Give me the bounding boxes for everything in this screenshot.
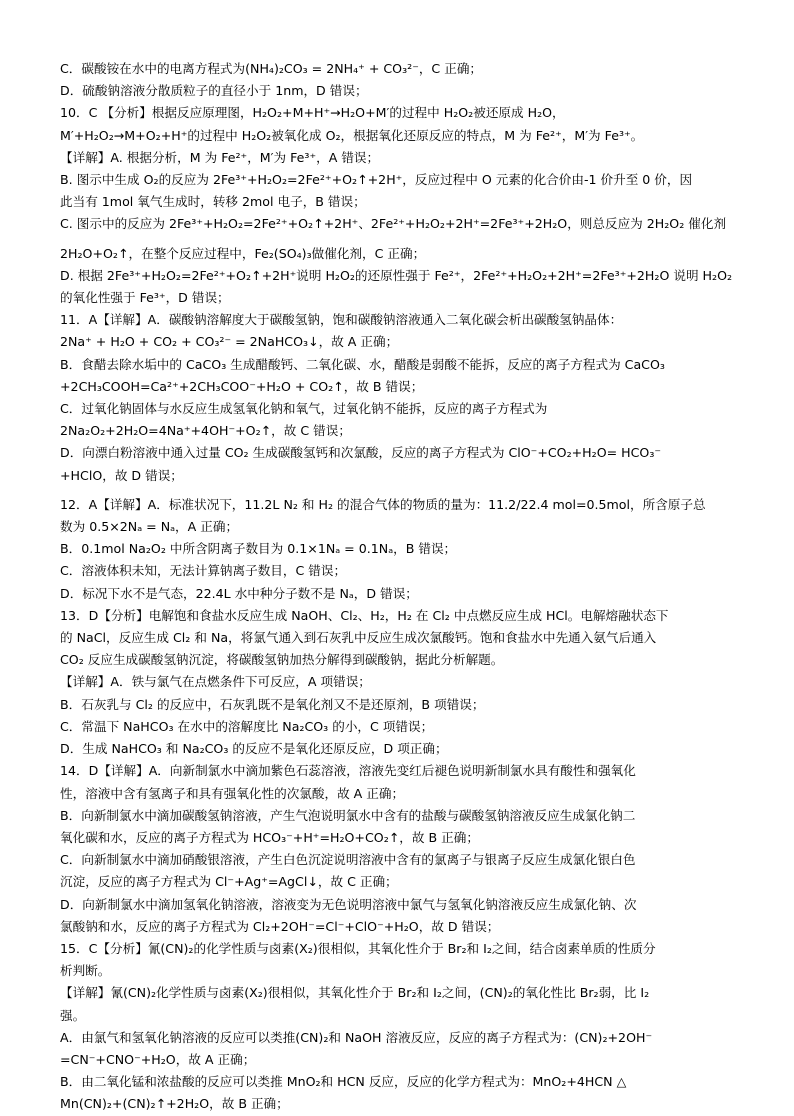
text-line: 沉淀，反应的离子方程式为 Cl⁻+Ag⁺=AgCl↓，故 C 正确；	[60, 874, 398, 890]
text-line: D．标况下水不是气态，22.4L 水中种分子数不是 Nₐ，D 错误；	[60, 585, 418, 601]
text-line: CO₂ 反应生成碳酸氢钠沉淀，将碳酸氢钠加热分解得到碳酸钠，据此分析解题。	[60, 652, 504, 668]
text-line: 的氧化性强于 Fe³⁺，D 错误；	[60, 290, 230, 306]
text-line: D．硫酸钠溶液分散质粒子的直径小于 1nm，D 错误；	[60, 83, 368, 99]
text-line: B．食醋去除水垢中的 CaCO₃ 生成醋酸钙、二氧化碳、水，醋酸是弱酸不能拆，反应的离子方程式为 CaCO₃	[60, 356, 665, 372]
text-line: 13．D【分析】电解饱和食盐水反应生成 NaOH、Cl₂、H₂，H₂ 在 Cl₂ 中点燃反应生成 HCl。电解熔融状态下	[60, 607, 669, 623]
text-line: +2CH₃COOH=Ca²⁺+2CH₃COO⁻+H₂O + CO₂↑，故 B 错误；	[60, 378, 424, 394]
text-line: 12．A【详解】A．标准状况下，11.2L N₂ 和 H₂ 的混合气体的物质的量为：11.2/22.4 mol=0.5mol，所含原子总	[60, 496, 706, 512]
text-line: 2Na⁺ + H₂O + CO₂ + CO₃²⁻ = 2NaHCO₃↓，故 A 正确；	[60, 334, 399, 350]
text-line: 的 NaCl，反应生成 Cl₂ 和 Na，将氯气通入到石灰乳中反应生成次氯酸钙。饱和食盐水中先通入氨气后通入	[60, 630, 657, 646]
text-line: B．0.1mol Na₂O₂ 中所含阴离子数目为 0.1×1Nₐ = 0.1Nₐ，B 错误；	[60, 541, 457, 557]
text-line: C．向新制氯水中滴加硝酸银溶液，产生白色沉淀说明溶液中含有的氯离子与银离子反应生成氯化银白色	[60, 852, 636, 868]
text-line: 【详解】A. 根据分析，M 为 Fe²⁺，M′为 Fe³⁺，A 错误；	[60, 149, 380, 165]
spacer	[60, 487, 748, 494]
text-line: +HClO，故 D 错误；	[60, 467, 183, 483]
text-line: 14．D【详解】A．向新制氯水中滴加紫色石蕊溶液，溶液先变红后褪色说明新制氯水具有酸性和强氧化	[60, 763, 636, 779]
text-line: 15．C【分析】氰(CN)₂的化学性质与卤素(X₂)很相似，其氧化性介于 Br₂和 I₂之间，结合卤素单质的性质分	[60, 940, 656, 956]
text-line: C．过氧化钠固体与水反应生成氢氧化钠和氧气，过氧化钠不能拆，反应的离子方程式为	[60, 401, 548, 417]
text-line: 2Na₂O₂+2H₂O=4Na⁺+4OH⁻+O₂↑，故 C 错误；	[60, 423, 351, 439]
text-line: 此当有 1mol 氧气生成时，转移 2mol 电子，B 错误；	[60, 194, 366, 210]
text-line: 【详解】氰(CN)₂化学性质与卤素(X₂)很相似，其氧化性介于 Br₂和 I₂之间，(CN)₂的氧化性比 Br₂弱，比 I₂	[60, 985, 650, 1001]
text-line: C. 图示中的反应为 2Fe³⁺+H₂O₂=2Fe²⁺+O₂↑+2H⁺、2Fe²⁺+H₂O₂+2H⁺=2Fe³⁺+2H₂O，则总反应为 2H₂O₂ 催化剂	[60, 216, 727, 232]
text-line: B．石灰乳与 Cl₂ 的反应中，石灰乳既不是氧化剂又不是还原剂，B 项错误；	[60, 696, 485, 712]
text-line: Mn(CN)₂+(CN)₂↑+2H₂O，故 B 正确；	[60, 1096, 289, 1112]
text-line: B. 图示中生成 O₂的反应为 2Fe³⁺+H₂O₂=2Fe²⁺+O₂↑+2H⁺，反应过程中 O 元素的化合价由-1 价升至 0 价，因	[60, 172, 693, 188]
text-line: A．由氯气和氢氧化钠溶液的反应可以类推(CN)₂和 NaOH 溶液反应，反应的离子方程式为：(CN)₂+2OH⁻	[60, 1029, 653, 1045]
text-line: 氯酸钠和水，反应的离子方程式为 Cl₂+2OH⁻=Cl⁻+ClO⁻+H₂O，故 D 错误；	[60, 918, 500, 934]
spacer	[60, 236, 748, 243]
text-line: C．碳酸铵在水中的电离方程式为(NH₄)₂CO₃ = 2NH₄⁺ + CO₃²⁻，C 正确；	[60, 61, 483, 76]
text-line: 2H₂O+O₂↑，在整个反应过程中，Fe₂(SO₄)₃做催化剂，C 正确；	[60, 245, 426, 261]
text-line: B．由二氧化锰和浓盐酸的反应可以类推 MnO₂和 HCN 反应，反应的化学方程式为：MnO₂+4HCN △	[60, 1074, 627, 1090]
text-line: 数为 0.5×2Nₐ = Nₐ，A 正确；	[60, 519, 239, 535]
text-line: 10．C 【分析】根据反应原理图，H₂O₂+M+H⁺→H₂O+M′的过程中 H₂O₂被还原成 H₂O，	[60, 105, 565, 121]
text-line: C．常温下 NaHCO₃ 在水中的溶解度比 Na₂CO₃ 的小，C 项错误；	[60, 718, 434, 734]
text-line: 性，溶液中含有氢离子和具有强氧化性的次氯酸，故 A 正确；	[60, 785, 405, 801]
text-line: B．向新制氯水中滴加碳酸氢钠溶液，产生气泡说明氯水中含有的盐酸与碳酸氢钠溶液反应生成氯化钠二	[60, 807, 636, 823]
text-line: 析判断。	[60, 963, 111, 979]
text-line: D. 根据 2Fe³⁺+H₂O₂=2Fe²⁺+O₂↑+2H⁺说明 H₂O₂的还原性强于 Fe²⁺，2Fe²⁺+H₂O₂+2H⁺=2Fe³⁺+2H₂O 说明 H₂O₂	[60, 267, 733, 283]
text-line: M′+H₂O₂→M+O₂+H⁺的过程中 H₂O₂被氧化成 O₂，根据氧化还原反应的特点，M 为 Fe²⁺，M′为 Fe³⁺。	[60, 127, 644, 143]
text-line: 【详解】A．铁与氯气在点燃条件下可反应，A 项错误；	[60, 674, 371, 690]
text-line: D．向新制氯水中滴加氢氧化钠溶液，溶液变为无色说明溶液中氯气与氢氧化钠溶液反应生成氯化钠、次	[60, 896, 637, 912]
text-line: =CN⁻+CNO⁻+H₂O，故 A 正确；	[60, 1051, 256, 1067]
text-line: 强。	[60, 1007, 86, 1023]
text-line: D．向漂白粉溶液中通入过量 CO₂ 生成碳酸氢钙和次氯酸，反应的离子方程式为 ClO⁻+CO₂+H₂O= HCO₃⁻	[60, 445, 662, 461]
text-line: D．生成 NaHCO₃ 和 Na₂CO₃ 的反应不是氧化还原反应，D 项正确；	[60, 741, 448, 757]
text-line: 氧化碳和水，反应的离子方程式为 HCO₃⁻+H⁺=H₂O+CO₂↑，故 B 正确；	[60, 829, 479, 845]
text-line: C．溶液体积未知，无法计算钠离子数目，C 错误；	[60, 563, 347, 579]
text-line: 11．A【详解】A．碳酸钠溶解度大于碳酸氢钠，饱和碳酸钠溶液通入二氧化碳会析出碳酸氢钠晶体：	[60, 312, 623, 328]
